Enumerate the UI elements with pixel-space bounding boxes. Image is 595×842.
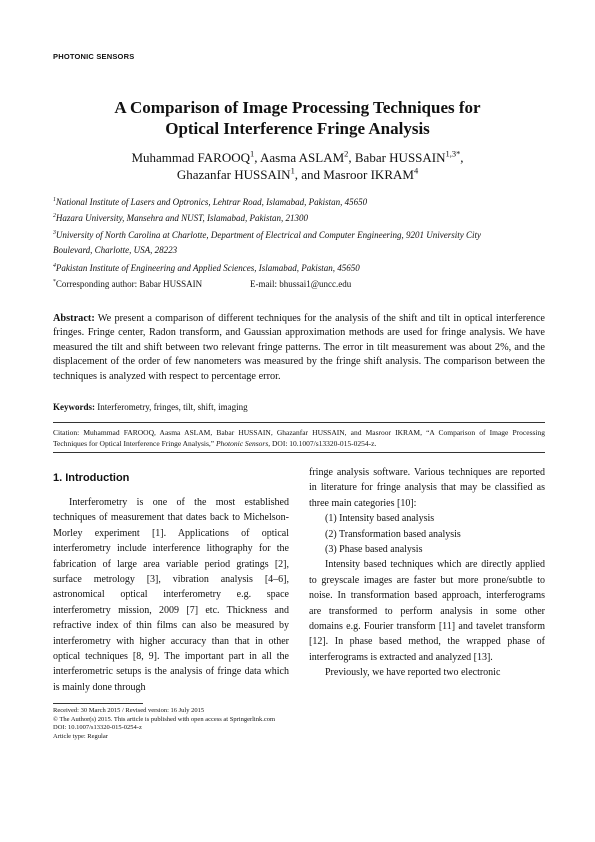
citation-top-rule [53, 422, 545, 423]
author-sup: 4 [413, 165, 419, 176]
footnote-line: Article type: Regular [53, 732, 108, 740]
corresponding-label: Corresponding author: Babar HUSSAIN [55, 279, 203, 289]
citation-doi: , DOI: 10.1007/s13320-015-0254-z. [268, 439, 377, 448]
title-line-2: Optical Interference Fringe Analysis [165, 119, 430, 138]
author-name: , Aasma ASLAM [254, 150, 345, 165]
affiliation-text: University of North Carolina at Charlotte, Department of Electrical and Computer Engineering, 9201 University City [55, 230, 482, 240]
abstract-label: Abstract: [53, 313, 95, 324]
affiliation-text: National Institute of Lasers and Optronics, Lehtrar Road, Islamabad, Pakistan, 45650 [55, 197, 368, 207]
keywords-text: Interferometry, fringes, tilt, shift, imaging [95, 402, 248, 412]
author-name: , Babar HUSSAIN [348, 150, 446, 165]
affiliation-sup: 2 [53, 213, 56, 219]
affiliation-text: Hazara University, Mansehra and NUST, Islamabad, Pakistan, 21300 [55, 213, 309, 223]
affiliation-1 [53, 196, 545, 209]
title-line-1: A Comparison of Image Processing Techniques for [114, 98, 481, 117]
author-sup: 1,3* [445, 148, 461, 159]
affiliation-3 [53, 228, 545, 258]
journal-name: PHOTONIC SENSORS [53, 52, 135, 61]
affiliation-sup: 1 [53, 197, 56, 203]
citation-bottom-rule [53, 452, 545, 453]
paragraph: Previously, we have reported two electronic [325, 667, 501, 679]
footnote-line: Received: 30 March 2015 / Revised version: 16 July 2015 [53, 707, 205, 714]
footnote-rule [53, 703, 143, 704]
citation [53, 427, 545, 449]
corresponding-sup: * [53, 279, 56, 285]
author-list [40, 149, 555, 183]
corresponding-email: E-mail: bhussai1@uncc.edu [250, 279, 352, 289]
affiliation-4 [53, 262, 545, 275]
abstract-text: We present a comparison of different techniques for the analysis of the shift and tilt in optical interference fringes. Fringe center, Radon transform, and Gaussian approximation methods are used for fringe analysis. We have measured the tilt and shift between two relevant fringe patterns. The error in tilt measurement was about 2%, and the displacement of the order of few nanometers was measured by the fringe shift analysis. The comparison between the techniques is analyzed with respect to percentage error. [53, 313, 545, 382]
author-name: Muhammad FAROOQ [131, 150, 251, 165]
citation-journal: Photonic Sensors [215, 439, 269, 448]
footnote [53, 707, 275, 741]
author-sup: 1 [290, 165, 295, 176]
right-column [309, 465, 545, 681]
corresponding-author [53, 279, 352, 289]
author-name: , and Masroor IKRAM [294, 167, 414, 182]
affiliation-sup: 3 [53, 230, 56, 236]
keywords-label: Keywords: [53, 402, 95, 412]
list-item: (3) Phase based analysis [325, 544, 423, 556]
list-item: (1) Intensity based analysis [325, 513, 435, 525]
paragraph: Interferometry is one of the most established techniques of measurement that dates back to Michelson-Morley experiment [1]. Applications of optical interferometry include interference lithography for the fabrication of large area variable period gratings [2], surface metrology [3], vibration analysis [4–6], astronomical optical interferometry e.g. space interferometry mission, 2009 [7] etc. Thickness and refractive index of thin films can also be measured by interferometry with higher accuracy than that in other optical techniques [8, 9]. The important part in all the interferometric setups is the analysis of fringe data which is mainly done through [53, 497, 289, 693]
affiliation-2 [53, 212, 545, 225]
footnote-line: DOI: 10.1007/s13320-015-0254-z [53, 724, 142, 731]
paragraph: Intensity based techniques which are directly applied to greyscale images are faster but more prone/subtle to noise. In transformation based approach, interferograms are transformed to perform analysis in some other domains e.g. Fourier transform [11] and tavelet transform [12]. In phase based method, the wrapped phase of interferograms is extracted and analyzed [13]. [309, 559, 545, 663]
author-sup: 2 [344, 148, 349, 159]
author-separator: , [460, 150, 464, 165]
paragraph: fringe analysis software. Various techniques are reported in literature for fringe analysis that may be classified as three main categories [10]: [309, 467, 545, 509]
list-item: (2) Transformation based analysis [325, 528, 461, 540]
affiliation-text: Pakistan Institute of Engineering and Applied Sciences, Islamabad, Pakistan, 45650 [55, 263, 360, 273]
footnote-line: © The Author(s) 2015. This article is published with open access at Springerlink.com [53, 715, 276, 723]
keywords [53, 402, 248, 412]
section-heading: 1. Introduction [53, 472, 130, 484]
left-column [53, 495, 289, 695]
paper-title [40, 97, 555, 139]
abstract [53, 312, 545, 384]
author-sup: 1 [250, 148, 255, 159]
author-name: Ghazanfar HUSSAIN [176, 167, 291, 182]
affiliation-sup: 4 [53, 263, 56, 269]
affiliation-text: Boulevard, Charlotte, USA, 28223 [53, 245, 178, 255]
citation-text: Citation: Muhammad FAROOQ, Aasma ASLAM, Babar HUSSAIN, Ghazanfar HUSSAIN, and Masroor IKRAM, “A Comparison of Image Processing Techniques for Optical Interference Fringe Analysis,” [53, 428, 545, 448]
